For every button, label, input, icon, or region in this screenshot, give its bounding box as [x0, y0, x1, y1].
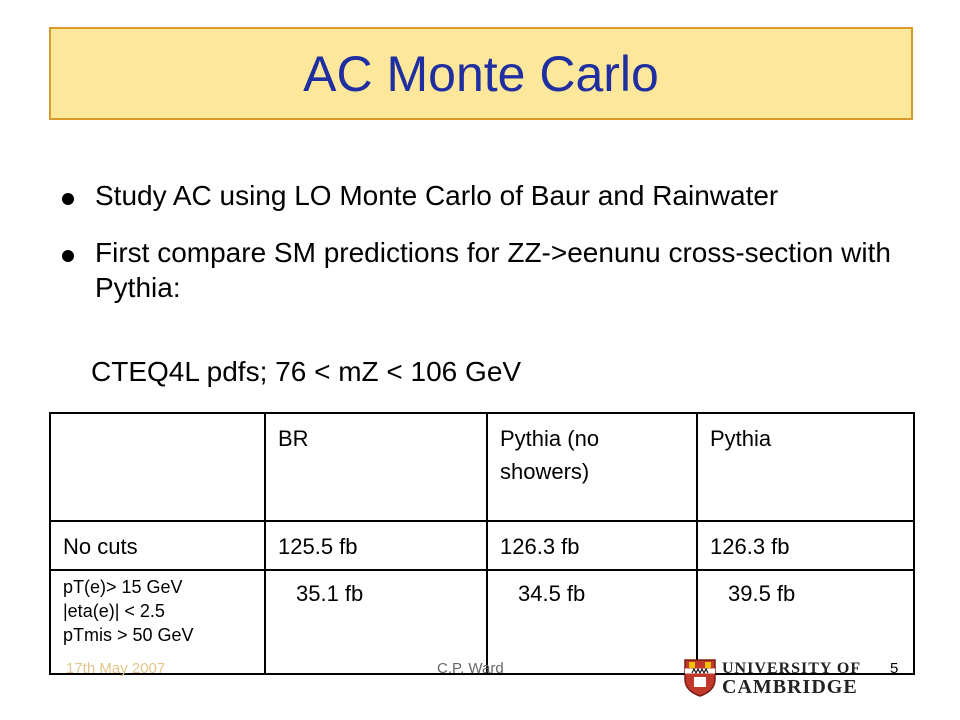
table-header-cell: Pythia (no showers): [487, 413, 697, 521]
bullet-dot-icon: [62, 193, 74, 205]
page-number: 5: [890, 660, 899, 677]
table-header-cell: Pythia: [697, 413, 914, 521]
table-cell: 126.3 fb: [487, 521, 697, 570]
footer-author: C.P. Ward: [437, 660, 504, 677]
table-cell: 34.5 fb: [487, 570, 697, 674]
cambridge-crest-icon: [684, 659, 716, 697]
cross-section-table: [49, 412, 915, 675]
table-cell: 39.5 fb: [697, 570, 914, 674]
bullet-text: First compare SM predictions for ZZ->eenunu cross-section with Pythia:: [95, 237, 891, 303]
table-cell: 35.1 fb: [265, 570, 487, 674]
slide-title: AC Monte Carlo: [303, 45, 659, 102]
bullet-dot-icon: [62, 250, 74, 262]
logo-line: CAMBRIDGE: [722, 676, 858, 698]
title-banner: [49, 27, 913, 120]
cut-line: pT(e)> 15 GeV: [63, 577, 183, 597]
table-cell: 125.5 fb: [265, 521, 487, 570]
table-row: [50, 521, 914, 570]
row-label: No cuts: [50, 521, 265, 570]
cut-line: pTmis > 50 GeV: [63, 625, 194, 645]
logo-line: UNIVERSITY OF: [722, 660, 862, 677]
bullet-list: [62, 178, 902, 327]
bullet-text: Study AC using LO Monte Carlo of Baur and Rainwater: [95, 180, 779, 211]
footer-date: 17th May 2007: [66, 660, 166, 677]
cut-line: |eta(e)| < 2.5: [63, 601, 165, 621]
table-header-cell: BR: [265, 413, 487, 521]
bullet-item: [62, 235, 902, 305]
university-logo: [684, 659, 861, 697]
table-header-row: [50, 413, 914, 521]
table-header-cell: [50, 413, 265, 521]
table-cell: 126.3 fb: [697, 521, 914, 570]
row-label: [50, 570, 265, 674]
bullet-item: [62, 178, 902, 213]
pdf-mass-window-line: CTEQ4L pdfs; 76 < mZ < 106 GeV: [91, 356, 522, 387]
